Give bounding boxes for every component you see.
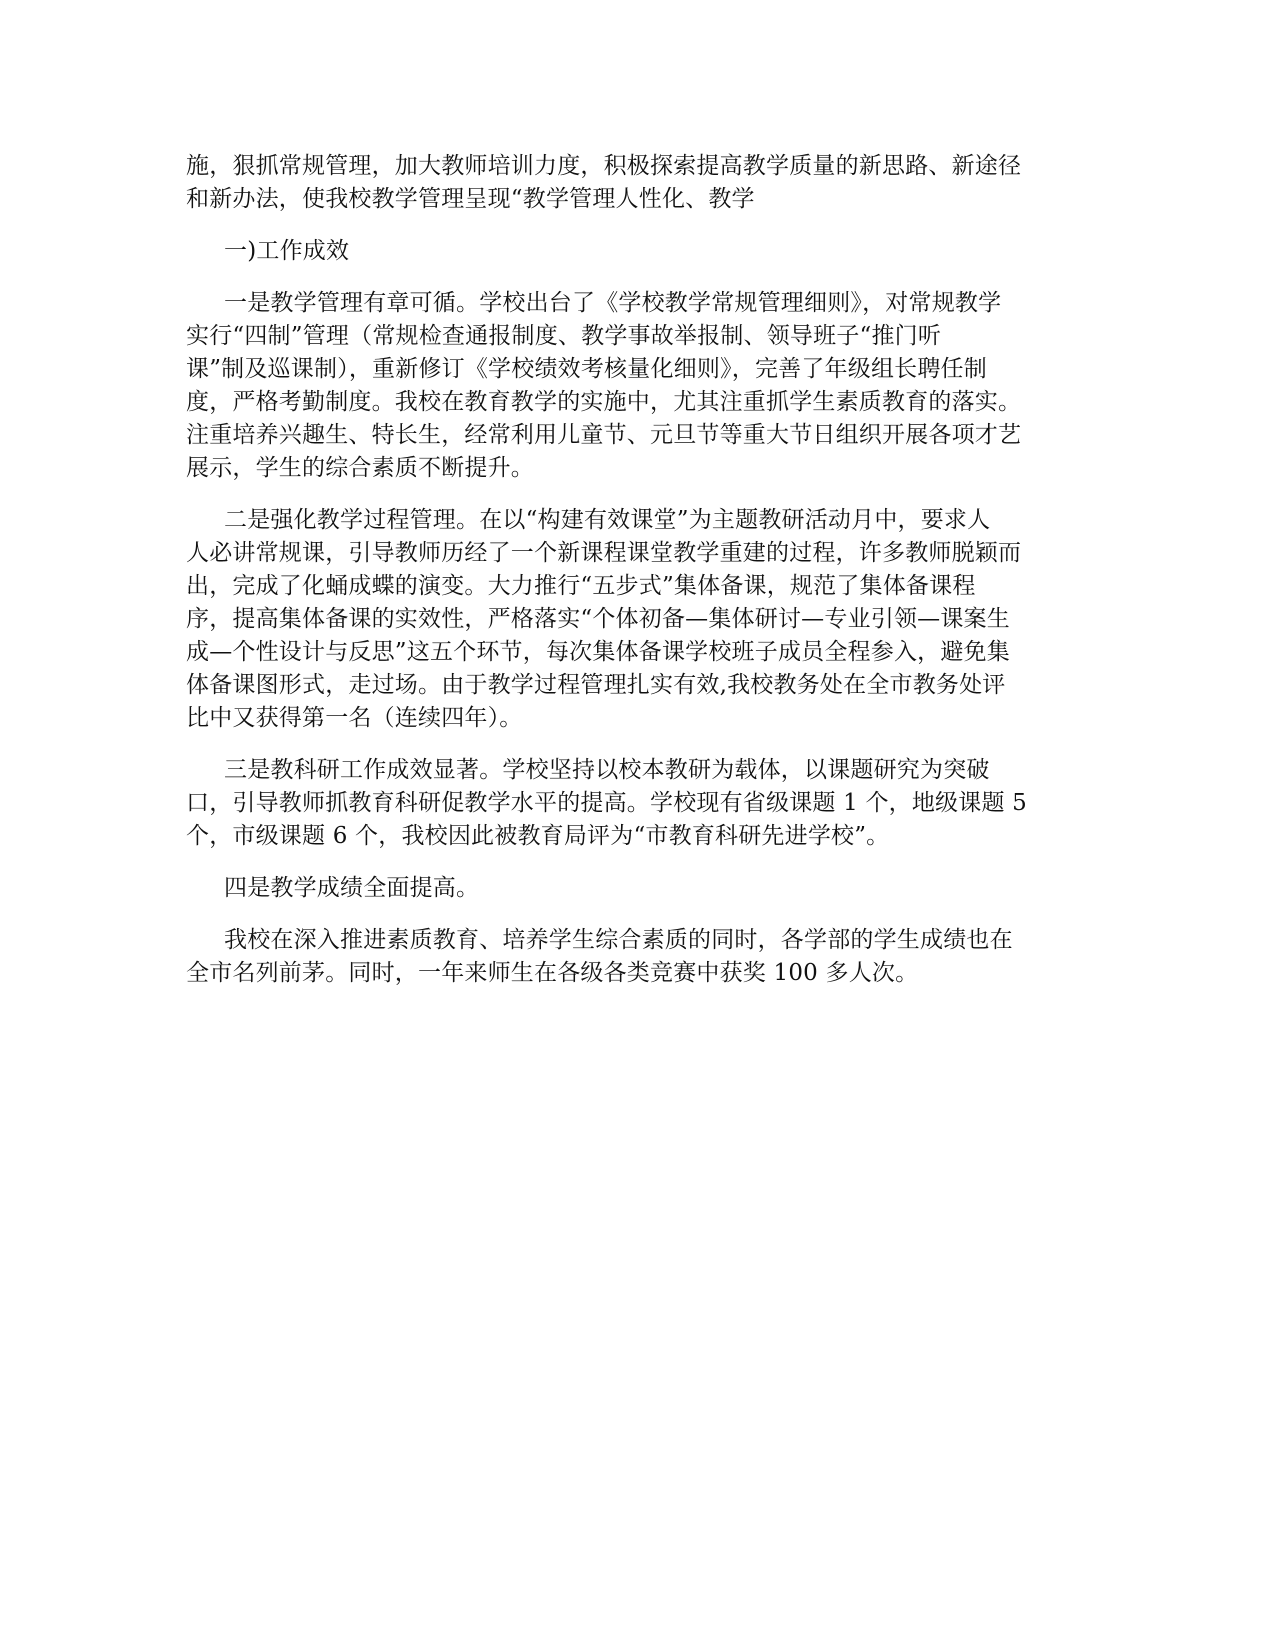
paragraph-point-one bbox=[186, 287, 1092, 485]
text-line: 我校在深入推进素质教育、培养学生综合素质的同时，各学部的学生成绩也在 bbox=[224, 927, 1013, 953]
paragraph-closing bbox=[186, 924, 1092, 990]
text-line: 和新办法，使我校教学管理呈现“教学管理人性化、教学 bbox=[186, 186, 755, 212]
paragraph-intro-continuation bbox=[186, 150, 1092, 216]
text-line: 体备课图形式，走过场。由于教学过程管理扎实有效,我校教务处在全市教务处评 bbox=[186, 672, 1006, 698]
section-heading bbox=[186, 235, 1092, 268]
text-line: 度，严格考勤制度。我校在教育教学的实施中，尤其注重抓学生素质教育的落实。 bbox=[186, 389, 1022, 415]
text-line: 三是教科研工作成效显著。学校坚持以校本教研为载体，以课题研究为突破 bbox=[224, 757, 990, 783]
text-line: 成—个性设计与反思”这五个环节，每次集体备课学校班子成员全程参入，避免集 bbox=[186, 639, 1010, 665]
paragraph-point-two bbox=[186, 504, 1092, 735]
text-line: 注重培养兴趣生、特长生，经常利用儿童节、元旦节等重大节日组织开展各项才艺 bbox=[186, 422, 1022, 448]
text-line: 比中又获得第一名（连续四年）。 bbox=[186, 705, 523, 731]
text-line: 全市名列前茅。同时，一年来师生在各级各类竞赛中获奖 100 多人次。 bbox=[186, 960, 919, 986]
text-line: 序，提高集体备课的实效性，严格落实“个体初备—集体研讨—专业引领—课案生 bbox=[186, 606, 1010, 632]
text-line: 施，狠抓常规管理，加大教师培训力度，积极探索提高教学质量的新思路、新途径 bbox=[186, 153, 1022, 179]
text-line: 个，市级课题 6 个，我校因此被教育局评为“市教育科研先进学校”。 bbox=[186, 823, 890, 849]
text-line: 实行“四制”管理（常规检查通报制度、教学事故举报制、领导班子“推门听 bbox=[186, 323, 942, 349]
paragraph-point-four bbox=[186, 872, 1092, 905]
text-line: 一是教学管理有章可循。学校出台了《学校教学常规管理细则》，对常规教学 bbox=[224, 290, 1002, 316]
paragraph-point-three bbox=[186, 754, 1092, 853]
text-line: 人必讲常规课，引导教师历经了一个新课程课堂教学重建的过程，许多教师脱颖而 bbox=[186, 540, 1022, 566]
text-line: 口，引导教师抓教育科研促教学水平的提高。学校现有省级课题 1 个，地级课题 5 bbox=[186, 790, 1027, 816]
text-line: 一)工作成效 bbox=[224, 238, 350, 264]
text-line: 二是强化教学过程管理。在以“构建有效课堂”为主题教研活动月中，要求人 bbox=[224, 507, 991, 533]
document-page bbox=[186, 150, 1092, 1009]
text-line: 四是教学成绩全面提高。 bbox=[224, 875, 480, 901]
text-line: 出，完成了化蛹成蝶的演变。大力推行“五步式”集体备课，规范了集体备课程 bbox=[186, 573, 976, 599]
text-line: 展示，学生的综合素质不断提升。 bbox=[186, 455, 534, 481]
text-line: 课”制及巡课制），重新修订《学校绩效考核量化细则》，完善了年级组长聘任制 bbox=[186, 356, 987, 382]
